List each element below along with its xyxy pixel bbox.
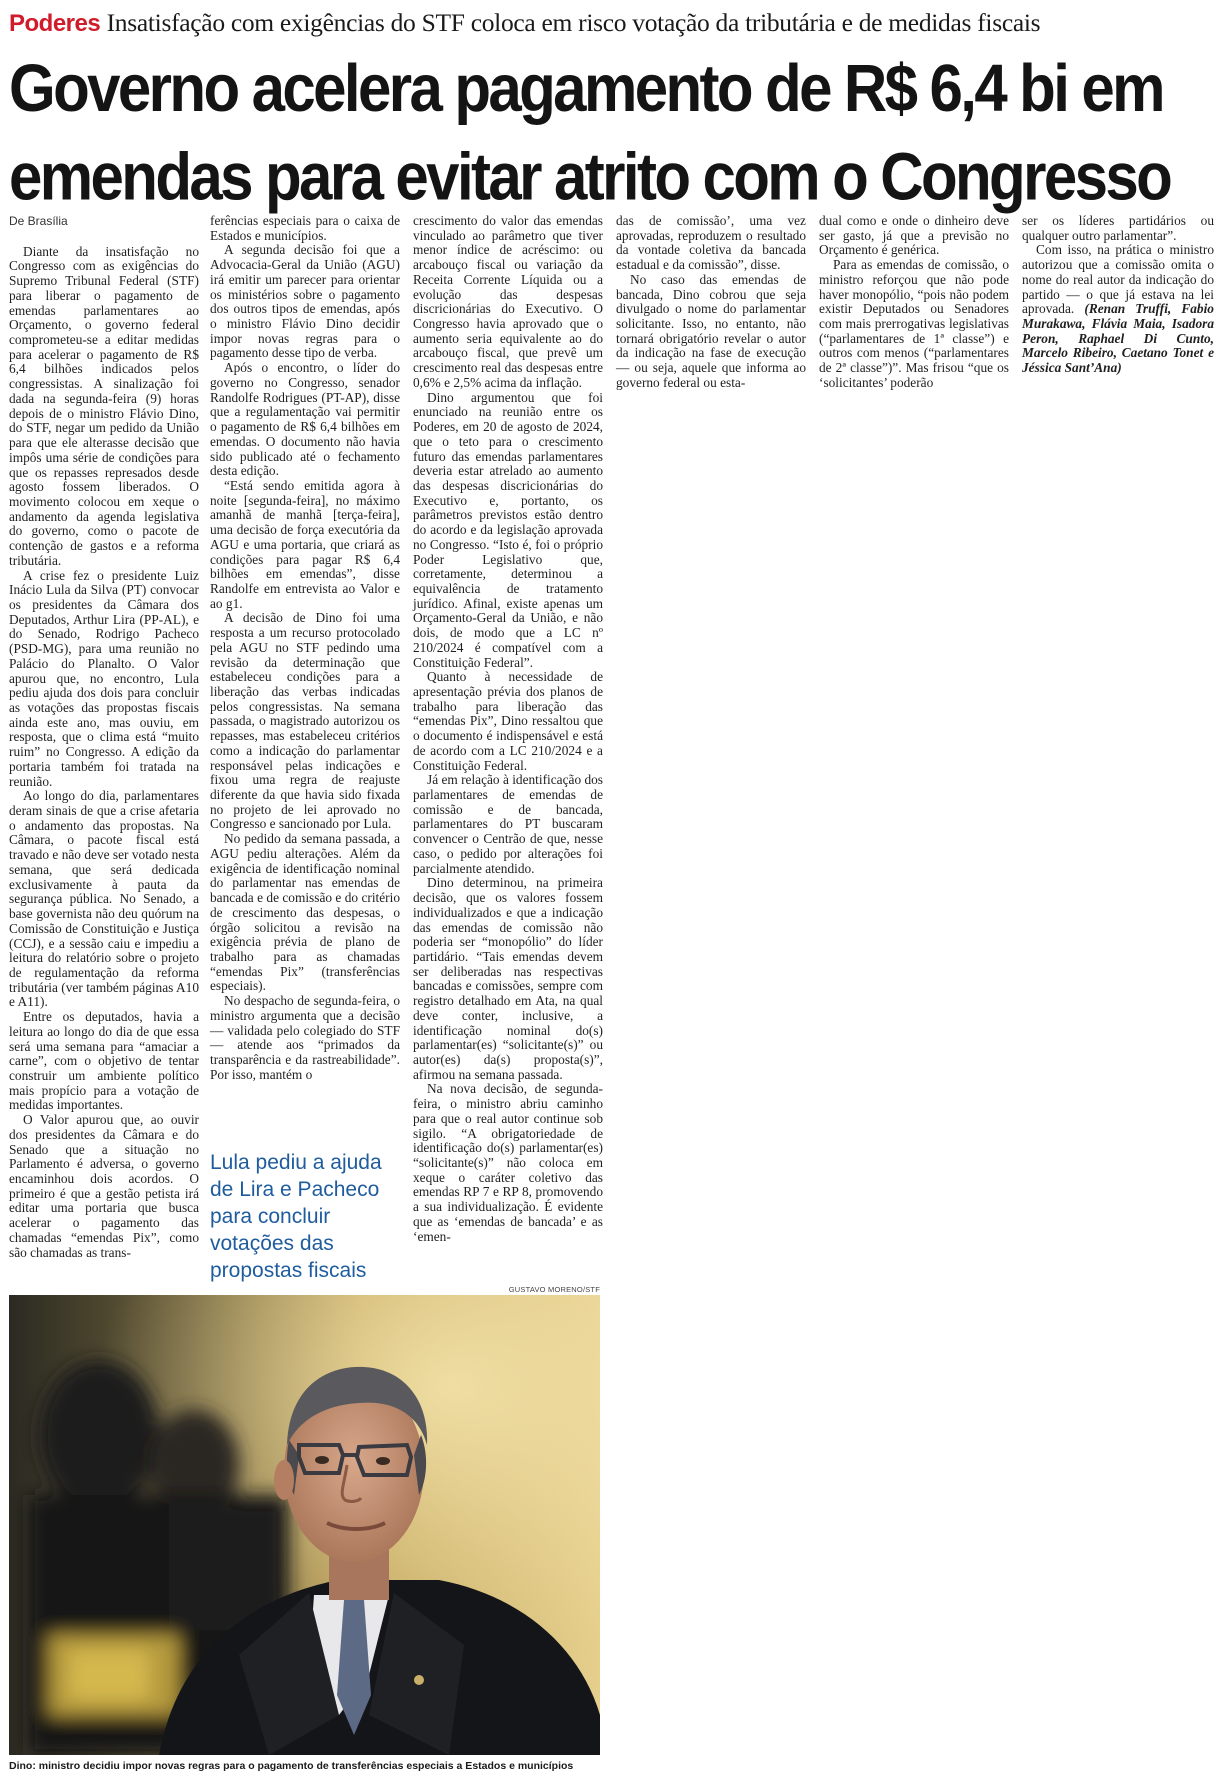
paragraph: Ao longo do dia, parlamentares deram sinais de que a crise afetaria o andamento das propostas. Na Câmara, o pacote fiscal está travado e não deve ser votado nesta semana, que será dedicada exclusivamente à pauta da segurança pública. No Senado, a base governista não deu quórum na Comissão de Constituição e Justiça (CCJ), e a sessão caiu e impediu a leitura do relatório sobre o projeto de regulamentação da reforma tributária (ver também páginas A10 e A11). (9, 788, 199, 1010)
article-photo (9, 1295, 600, 1755)
paragraph: No caso das emendas de bancada, Dino cobrou que seja divulgado o nome do parlamentar solicitante. Isso, no entanto, não tornará obrigatório revelar o autor da indicação na fase de execução — ou seja, aquele que informa ao governo federal ou esta- (616, 271, 806, 390)
article-column-1 (9, 214, 199, 1260)
headline-line-1: Governo acelera pagamento de R$ 6,4 bi em (9, 50, 1163, 126)
paragraph: Já em relação à identificação dos parlamentares de emendas de comissão e de bancada, parlamentares do PT buscaram convencer o Centrão de que, nesse caso, o pedido por alterações foi parcialmente atendido. (413, 772, 603, 876)
paragraph: Na nova decisão, de segunda-feira, o ministro abriu caminho para que o real autor continue sob sigilo. “A obrigatoriedade de identificação do(s) parlamentar(es) “solicitante(s)” não coloca em xeque o caráter coletivo das emendas RP 7 e RP 8, promovendo a sua individualização. É evidente que as ‘emendas de bancada’ e as ‘emen- (413, 1081, 603, 1244)
paragraph-text: Com isso, na prática o ministro autorizou que a comissão omita o nome do real autor da indicação do partido — o que já estava na lei aprovada. (1022, 242, 1214, 317)
paragraph: Dino argumentou que foi enunciado na reunião entre os Poderes, em 20 de agosto de 2024, que o teto para o crescimento futuro das emendas parlamentares deveria estar atrelado ao aumento das despesas discricionárias do Executivo e, portanto, os parâmetros previstos estão dentro do acordo e da legislação aprovada no Congresso. “Isto é, foi o próprio Poder Legislativo que, corretamente, determinou a equivalência de tratamento jurídico. Afinal, existe apenas um Orçamento-Geral da União, e não dois, de modo que a LC nº 210/2024 é compatível com a Constituição Federal”. (413, 389, 603, 670)
article-column-4 (616, 214, 806, 391)
paragraph: Quanto à necessidade de apresentação prévia dos planos de trabalho para liberação das “emendas Pix”, Dino ressaltou que o documento é indispensável e está de acordo com a LC 210/2024 e a Constituição Federal. (413, 669, 603, 773)
photo-credit: GUSTAVO MORENO/STF (508, 1285, 600, 1294)
paragraph: dual como e onde o dinheiro deve ser gasto, já que a previsão no Orçamento é genérica. (819, 213, 1009, 258)
pull-quote: Lula pediu a ajuda de Lira e Pacheco para concluir votações das propostas fiscais (210, 1151, 382, 1282)
paragraph: No pedido da semana passada, a AGU pediu alterações. Além da exigência de identificação nominal do parlamentar nas emendas de bancada e de comissão e do critério de crescimento das despesas, o órgão solicitou a revisão na exigência prévia de plano de trabalho para as chamadas “emendas Pix” (transferências especiais). (210, 831, 400, 994)
portrait-illustration (9, 1295, 600, 1755)
dateline: De Brasília (9, 214, 68, 228)
paragraph: Após o encontro, o líder do governo no Congresso, senador Randolfe Rodrigues (PT-AP), disse que a regulamentação vai permitir o pagamento de R$ 6,4 bilhões em emendas. O documento não havia sido publicado até o fechamento desta edição. (210, 360, 400, 479)
paragraph: Dino determinou, na primeira decisão, que os valores fossem individualizados e que a indicação das emendas de comissão não poderia ser “monopólio” do líder partidário. “Tais emendas devem ser deliberadas nas respectivas bancadas e comissões, sempre com registro detalhado em Ata, na qual deve conter, inclusive, a identificação nominal do(s) parlamentar(es) “solicitante(s)” ou autor(es) da(s) proposta(s)”, afirmou na semana passada. (413, 875, 603, 1082)
paragraph: ferências especiais para o caixa de Estados e municípios. (210, 213, 400, 243)
headline (9, 44, 1214, 221)
article-column-5 (819, 214, 1009, 391)
headline-line-2: emendas para evitar atrito com o Congresso (9, 139, 1171, 215)
paragraph: crescimento do valor das emendas vinculado ao parâmetro que tiver menor índice de acréscimo: ou arcabouço fiscal ou variação da Receita Corrente Líquida ou a evolução das despesas discricionárias do Executivo. O Congresso havia aprovado que o aumento seria equivalente ao do arcabouço fiscal, que prevê um crescimento real das despesas entre 0,6% e 2,5% acima da inflação. (413, 213, 603, 390)
section-label: Poderes (9, 10, 101, 37)
photo-caption: Dino: ministro decidiu impor novas regras para o pagamento de transferências especiais a Estados e municípios (9, 1760, 574, 1772)
paragraph: “Está sendo emitida agora à noite [segunda-feira], no máximo amanhã de manhã [terça-feira], uma decisão de força executória da AGU e uma portaria, que criará as condições para pagar R$ 6,4 bilhões em emendas”, disse Randolfe em entrevista ao Valor e ao g1. (210, 477, 400, 611)
article-column-6 (1022, 214, 1214, 376)
paragraph: Entre os deputados, havia a leitura ao longo do dia de que essa será uma semana para “amaciar a carne”, com o objetivo de tentar construir um ambiente político mais propício para a votação de medidas importantes. (9, 1009, 199, 1113)
paragraph (1022, 243, 1214, 375)
paragraph: Diante da insatisfação no Congresso com as exigências do Supremo Tribunal Federal (STF) para liberar o pagamento de emendas parlamentares ao Orçamento, o governo federal comprometeu-se a editar medidas para acelerar o pagamento de R$ 6,4 bilhões indicados pelos congressistas. A sinalização foi dada na segunda-feira (9) horas depois de o ministro Flávio Dino, do STF, negar um pedido da União para que ele alterasse decisão que impôs uma série de condições para que os repasses represados desde agosto fossem liberados. O movimento colocou em xeque o andamento da agenda legislativa do governo, como o pacote de contenção de gastos e a reforma tributária. (9, 243, 199, 568)
paragraph: A crise fez o presidente Luiz Inácio Lula da Silva (PT) convocar os presidentes da Câmara dos Deputados, Arthur Lira (PP-AL), e do Senado, Rodrigo Pacheco (PSD-MG), para uma reunião no Palácio do Planalto. O Valor apurou que, no encontro, Lula pediu ajuda dos dois para concluir as votações das propostas fiscais ainda este ano, mas ouviu, em resposta, que o clima está “muito ruim” no Congresso. A edição da portaria também foi tratada na reunião. (9, 567, 199, 789)
subheadline: Insatisfação com exigências do STF coloca em risco votação da tributária e de medidas fiscais (106, 8, 1041, 37)
paragraph: A segunda decisão foi que a Advocacia-Geral da União (AGU) irá emitir um parecer para orientar os ministérios sobre o pagamento dos outros tipos de emendas, após o ministro Flávio Dino decidir impor novas regras para o pagamento desse tipo de verba. (210, 242, 400, 361)
reporter-credits: (Renan Truffi, Fabio Murakawa, Flávia Maia, Isadora Peron, Raphael Di Cunto, Marcelo Ribeiro, Caetano Tonet e Jéssica Sant’Ana) (1022, 301, 1214, 376)
paragraph: No despacho de segunda-feira, o ministro argumenta que a decisão — validada pelo colegiado do STF — atende aos “primados da transparência e da rastreabilidade”. Por isso, mantém o (210, 993, 400, 1082)
paragraph: A decisão de Dino foi uma resposta a um recurso protocolado pela AGU no STF pedindo uma revisão da determinação que estabeleceu condições para a liberação das verbas indicadas pelos congressistas. Na semana passada, o magistrado autorizou os repasses, mas estabeleceu critérios como a indicação do parlamentar responsável pelas indicações e fixou uma regra de reajuste diferente da que havia sido fixada no projeto de lei aprovado no Congresso e sancionado por Lula. (210, 610, 400, 832)
paragraph: das de comissão’, uma vez aprovadas, reproduzem o resultado da vontade coletiva da bancada estadual e da comissão”, disse. (616, 213, 806, 273)
kicker (9, 8, 1214, 39)
paragraph: ser os líderes partidários ou qualquer outro parlamentar”. (1022, 213, 1214, 243)
paragraph: O Valor apurou que, ao ouvir dos presidentes da Câmara e do Senado que a situação no Parlamento é adversa, o governo encaminhou dois acordos. O primeiro é que a gestão petista irá editar uma portaria que busca acelerar o pagamento das chamadas “emendas Pix”, como são chamadas as trans- (9, 1112, 199, 1260)
article-column-2 (210, 214, 400, 1082)
paragraph: Para as emendas de comissão, o ministro reforçou que não pode haver monopólio, “pois não podem existir Deputados ou Senadores com mais prerrogativas legislativas (“parlamentares de 1ª classe”) e outros com menos (“parlamentares de 2ª classe”)”. Mas frisou “que os ‘solicitantes’ poderão (819, 257, 1009, 390)
article-column-3 (413, 214, 603, 1244)
